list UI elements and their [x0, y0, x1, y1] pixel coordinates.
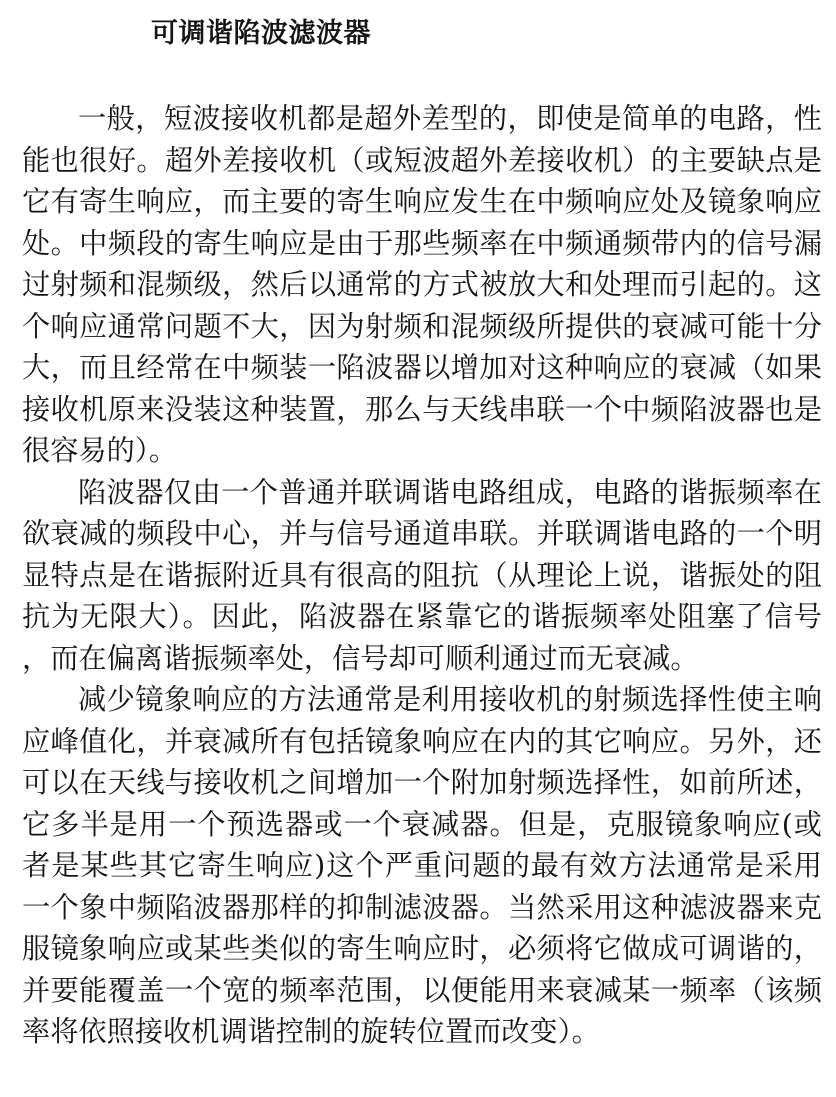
paragraph: 陷波器仅由一个普通并联调谐电路组成，电路的谐振频率在欲衰减的频段中心，并与信号通道串联。并联调谐电路的一个明显特点是在谐振附近具有很高的阻抗（从理论上说，谐振处的阻抗为无限大）。因此，陷波器在紧靠它的谐振频率处阻塞了信号，而在偏离谐振频率处，信号却可顺利通过而无衰减。	[22, 475, 822, 675]
paragraph: 一般，短波接收机都是超外差型的，即使是简单的电路，性能也很好。超外差接收机（或短波超外差接收机）的主要缺点是它有寄生响应，而主要的寄生响应发生在中频响应处及镜象响应处。中频段的寄生响应是由于那些频率在中频通频带内的信号漏过射频和混频级，然后以通常的方式被放大和处理而引起的。这个响应通常问题不大，因为射频和混频级所提供的衰减可能十分大，而且经常在中频装一陷波器以增加对这种响应的衰减（如果接收机原来没装这种装置，那么与天线串联一个中频陷波器也是很容易的）。	[22, 102, 822, 467]
paragraph: 减少镜象响应的方法通常是利用接收机的射频选择性使主响应峰值化，并衰减所有包括镜象响应在内的其它响应。另外，还可以在天线与接收机之间增加一个附加射频选择性，如前所述，它多半是用一个预选器或一个衰减器。但是，克服镜象响应(或者是某些其它寄生响应)这个严重问题的最有效方法通常是采用一个象中频陷波器那样的抑制滤波器。当然采用这种滤波器来克服镜象响应或某些类似的寄生响应时，必须将它做成可调谐的，并要能覆盖一个宽的频率范围，以便能用来衰减某一频率（该频率将依照接收机调谐控制的旋转位置而改变）。	[22, 683, 822, 1048]
page-title: 可调谐陷波滤波器	[151, 18, 371, 49]
